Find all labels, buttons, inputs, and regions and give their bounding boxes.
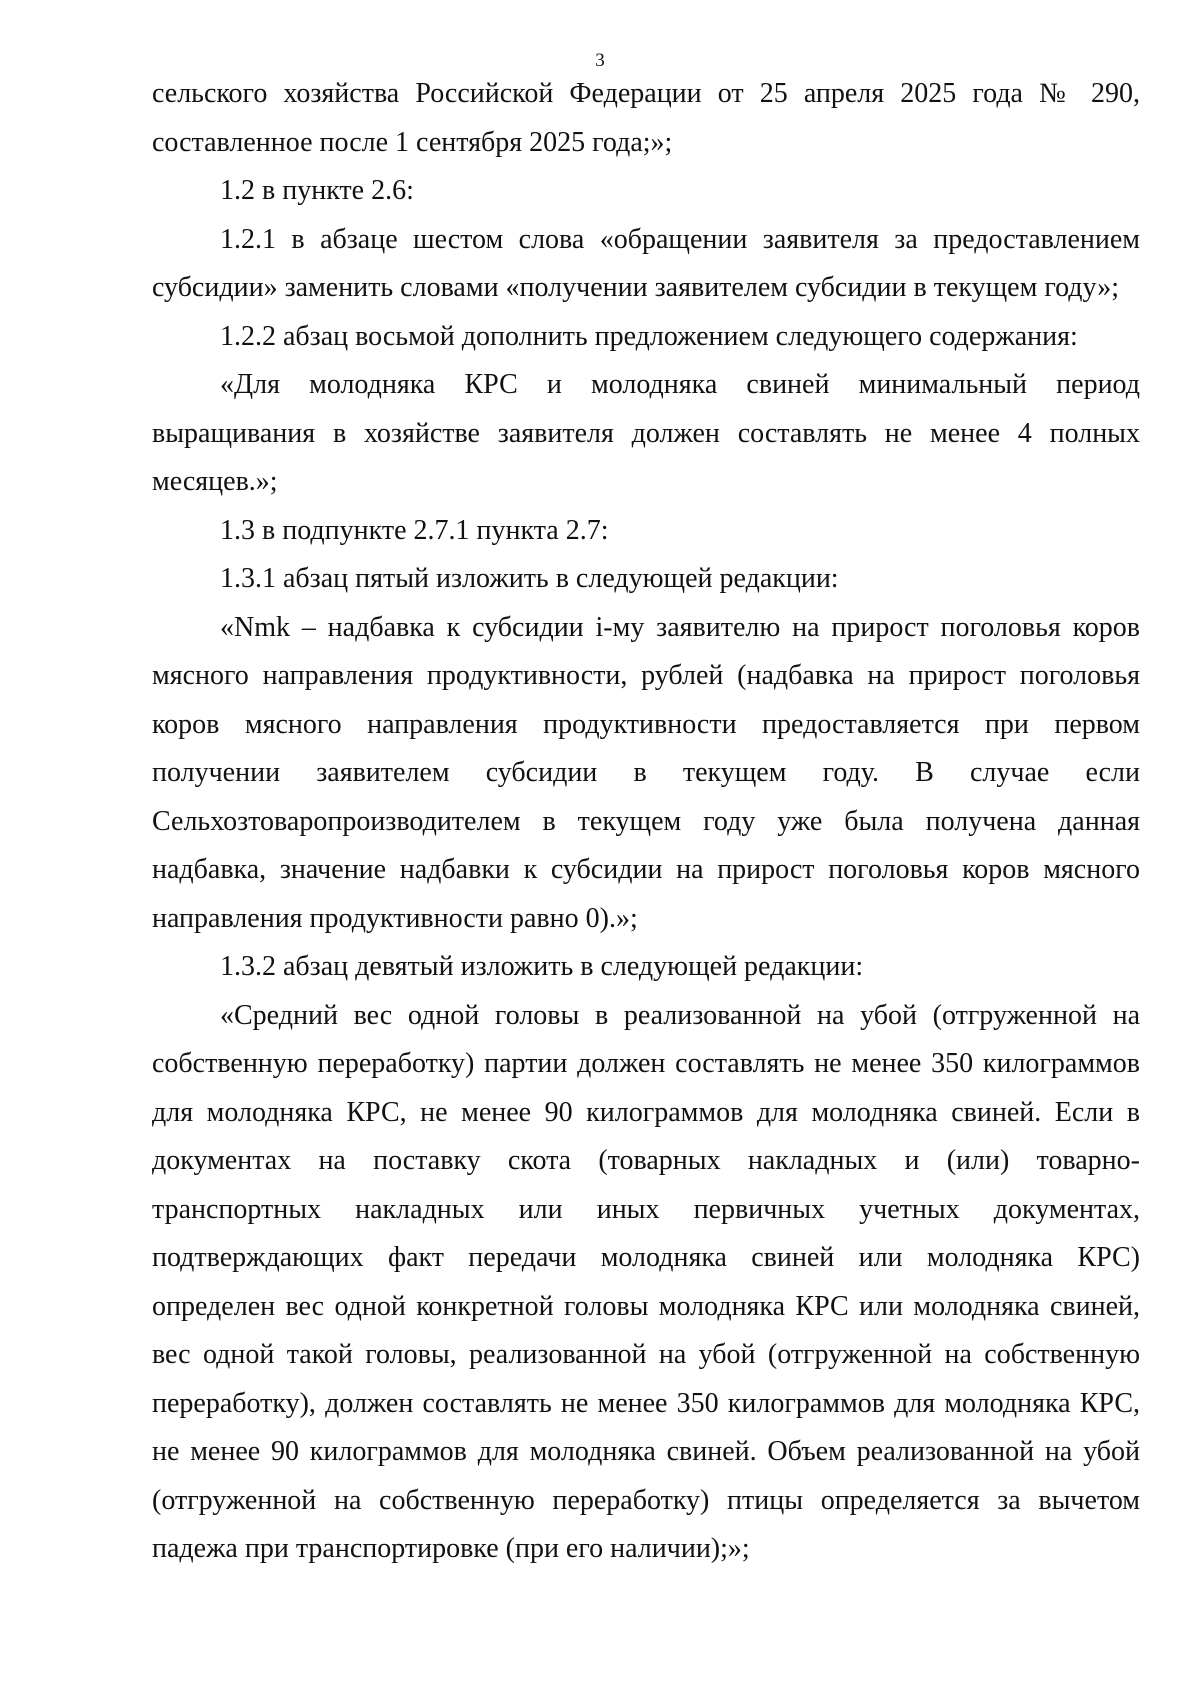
paragraph-quote-growing-period: «Для молодняка КРС и молодняка свиней минимальный период выращивания в хозяйстве заявителя должен составлять не менее 4 полных месяцев.»;	[152, 369, 1140, 497]
page-number: 3	[595, 50, 605, 71]
paragraph-item-1-3-1: 1.3.1 абзац пятый изложить в следующей редакции:	[220, 563, 839, 594]
paragraph-item-1-3: 1.3 в подпункте 2.7.1 пункта 2.7:	[220, 514, 609, 546]
paragraph-item-1-2: 1.2 в пункте 2.6:	[220, 175, 414, 206]
paragraph-continuation: сельского хозяйства Российской Федерации от 25 апреля 2025 года № 290, составленное после 1 сентября 2025 года;»;	[152, 78, 1140, 158]
paragraph-item-1-2-1: 1.2.1 в абзаце шестом слова «обращении заявителя за предоставлением субсидии» заменить словами «получении заявителем субсидии в текущем году»;	[152, 223, 1140, 303]
paragraph-item-1-2-2: 1.2.2 абзац восьмой дополнить предложением следующего содержания:	[220, 320, 1078, 352]
paragraph-quote-average-weight: «Средний вес одной головы в реализованной на убой (отгруженной на собственную переработку) партии должен составлять не менее 350 килограммов для молодняка КРС, не менее 90 килограммов для молодняка свиней. Если в документах на поставку скота (товарных накладных и (или) товарно-транспортных накладных или иных первичных учетных документах, подтверждающих факт передачи молодняка свиней или молодняка КРС) определен вес одной конкретной головы молодняка КРС или молодняка свиней, вес одной такой головы, реализованной на убой (отгруженной на собственную переработку), должен составлять не менее 350 килограммов для молодняка КРС, не менее 90 килограммов для молодняка свиней. Объем реализованной на убой (отгруженной на собственную переработку) птицы определяется за вычетом падежа при транспортировке (при его наличии);»;	[152, 999, 1140, 1564]
paragraph-quote-nmk: «Nmk – надбавка к субсидии i-му заявителю на прирост поголовья коров мясного направления продуктивности, рублей (надбавка на прирост поголовья коров мясного направления продуктивности предоставляется при первом получении заявителем субсидии в текущем году. В случае если Сельхозтоваропроизводителем в текущем году уже была получена данная надбавка, значение надбавки к субсидии на прирост поголовья коров мясного направления продуктивности равно 0).»;	[152, 611, 1140, 934]
paragraph-item-1-3-2: 1.3.2 абзац девятый изложить в следующей редакции:	[220, 951, 864, 982]
document-body	[152, 70, 1140, 1574]
